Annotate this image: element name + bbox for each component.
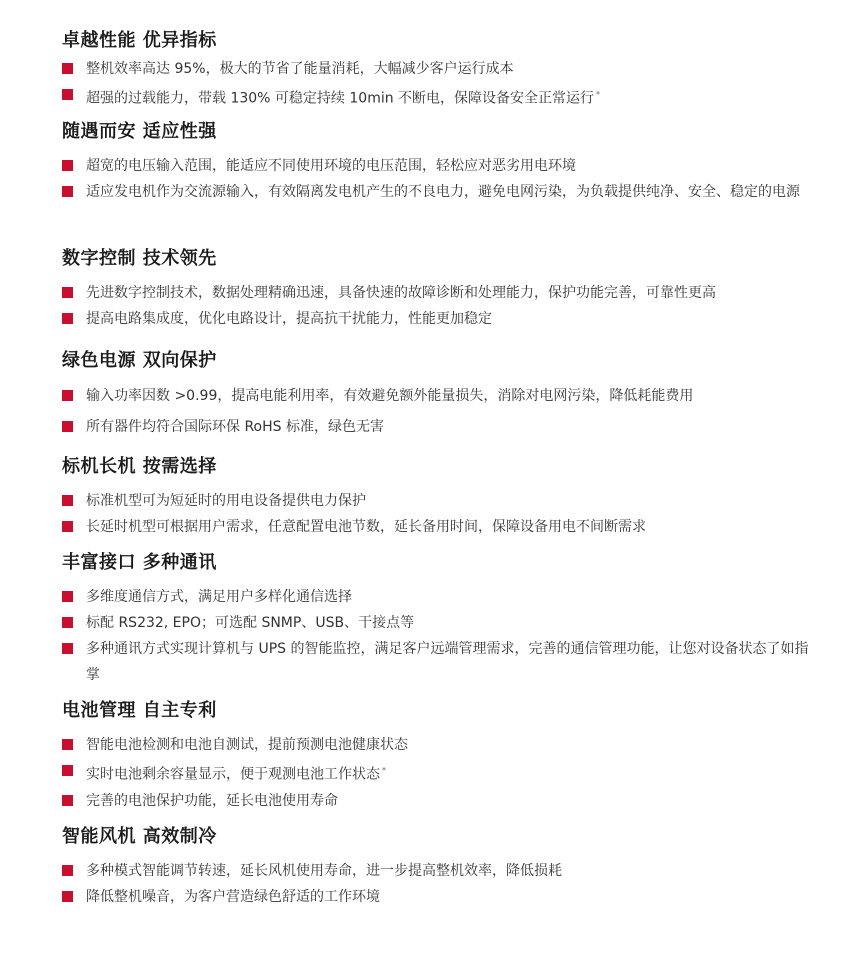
footnote-mark: * [596, 90, 601, 99]
footnote-mark: * [382, 766, 386, 775]
list-item [62, 732, 822, 758]
section-heading: 卓越性能 优异指标 [62, 30, 217, 51]
section-heading: 数字控制 技术领先 [62, 248, 217, 269]
list-item [62, 382, 822, 410]
list-item [62, 758, 822, 788]
section-heading: 绿色电源 双向保护 [62, 350, 217, 371]
bullet-list [62, 584, 822, 688]
feature-section-adaptability [62, 121, 822, 205]
list-item [62, 410, 822, 444]
square-bullet-icon [62, 89, 73, 100]
list-item-text: 标准机型可为短延时的用电设备提供电力保护 [86, 493, 366, 509]
feature-section-standard-long [62, 456, 822, 540]
list-item [62, 610, 822, 636]
list-item-text: 实时电池剩余容量显示，便于观测电池工作状态 [86, 766, 380, 783]
square-bullet-icon [62, 313, 73, 324]
square-bullet-icon [62, 891, 73, 902]
square-bullet-icon [62, 865, 73, 876]
square-bullet-icon [62, 186, 73, 197]
bullet-list [62, 56, 822, 112]
section-heading: 丰富接口 多种通讯 [62, 552, 217, 573]
list-item [62, 788, 822, 814]
section-heading: 智能风机 高效制冷 [62, 826, 217, 847]
square-bullet-icon [62, 521, 73, 532]
square-bullet-icon [62, 795, 73, 806]
square-bullet-icon [62, 495, 73, 506]
list-item-text: 多种通讯方式实现计算机与 UPS 的智能监控，满足客户远端管理需求，完善的通信管理功能，让您对设备状态了如指掌 [86, 641, 809, 683]
list-item [62, 179, 822, 205]
feature-section-green-power [62, 350, 822, 444]
section-heading: 标机长机 按需选择 [62, 456, 217, 477]
list-item-text: 超宽的电压输入范围，能适应不同使用环境的电压范围，轻松应对恶劣用电环境 [86, 158, 576, 174]
section-heading: 随遇而安 适应性强 [62, 121, 217, 142]
list-item-text: 整机效率高达 95%，极大的节省了能量消耗，大幅减少客户运行成本 [86, 61, 514, 77]
list-item [62, 82, 822, 112]
list-item-text: 先进数字控制技术，数据处理精确迅速，具备快速的故障诊断和处理能力，保护功能完善，可靠性更高 [86, 285, 716, 301]
square-bullet-icon [62, 643, 73, 654]
list-item [62, 280, 822, 306]
section-heading: 电池管理 自主专利 [62, 700, 217, 721]
list-item-text: 输入功率因数 >0.99，提高电能利用率，有效避免额外能量损失，消除对电网污染，降低耗能费用 [86, 388, 694, 404]
list-item [62, 488, 822, 514]
bullet-list [62, 732, 822, 814]
bullet-list [62, 153, 822, 205]
list-item-text: 降低整机噪音，为客户营造绿色舒适的工作环境 [86, 889, 380, 905]
feature-section-performance [62, 30, 822, 112]
bullet-list [62, 488, 822, 540]
list-item [62, 56, 822, 82]
square-bullet-icon [62, 765, 73, 776]
feature-section-digital-control [62, 248, 822, 332]
list-item-text: 适应发电机作为交流源输入，有效隔离发电机产生的不良电力，避免电网污染，为负载提供纯净、安全、稳定的电源 [86, 184, 800, 200]
list-item [62, 858, 822, 884]
bullet-list [62, 382, 822, 444]
square-bullet-icon [62, 287, 73, 298]
bullet-list [62, 858, 822, 910]
list-item-text: 多种模式智能调节转速，延长风机使用寿命，进一步提高整机效率，降低损耗 [86, 863, 562, 879]
square-bullet-icon [62, 421, 73, 432]
list-item [62, 584, 822, 610]
list-item-text: 长延时机型可根据用户需求，任意配置电池节数，延长备用时间，保障设备用电不间断需求 [86, 519, 646, 535]
feature-section-smart-fan [62, 826, 822, 910]
feature-section-battery [62, 700, 822, 814]
list-item-text: 完善的电池保护功能，延长电池使用寿命 [86, 792, 338, 809]
list-item [62, 306, 822, 332]
list-item-text: 所有器件均符合国际环保 RoHS 标准，绿色无害 [86, 419, 384, 435]
list-item [62, 153, 822, 179]
list-item-text: 智能电池检测和电池自测试，提前预测电池健康状态 [86, 737, 408, 753]
list-item [62, 514, 822, 540]
bullet-list [62, 280, 822, 332]
square-bullet-icon [62, 390, 73, 401]
list-item [62, 636, 822, 688]
square-bullet-icon [62, 591, 73, 602]
list-item-text: 多维度通信方式，满足用户多样化通信选择 [86, 589, 352, 605]
list-item-text: 提高电路集成度，优化电路设计，提高抗干扰能力，性能更加稳定 [86, 311, 492, 327]
list-item-text: 标配 RS232, EPO；可选配 SNMP、USB、干接点等 [86, 615, 415, 631]
square-bullet-icon [62, 63, 73, 74]
feature-section-interfaces [62, 552, 822, 688]
list-item [62, 884, 822, 910]
square-bullet-icon [62, 617, 73, 628]
square-bullet-icon [62, 739, 73, 750]
list-item-text: 超强的过载能力，带载 130% 可稳定持续 10min 不断电，保障设备安全正常运行 [86, 90, 595, 107]
square-bullet-icon [62, 160, 73, 171]
